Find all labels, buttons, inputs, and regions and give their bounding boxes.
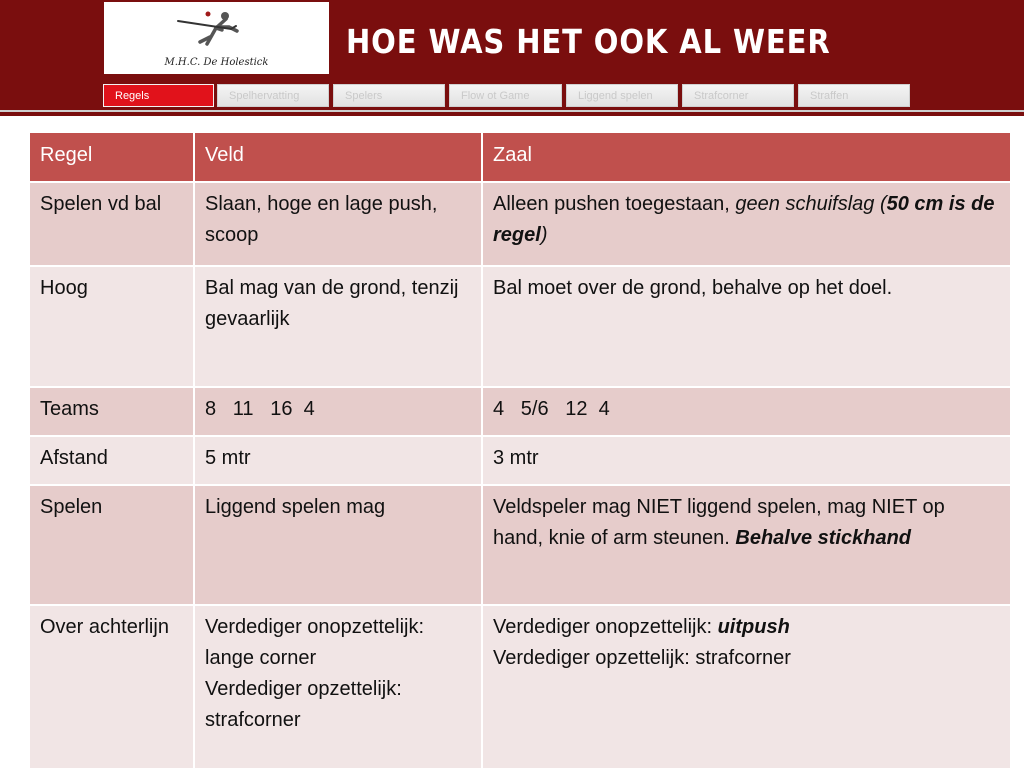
column-header-veld: Veld: [194, 132, 482, 182]
cell-regel: Hoog: [29, 266, 194, 387]
cell-regel: Teams: [29, 387, 194, 436]
table-header-row: [29, 132, 1011, 182]
cell-text-bold-italic: uitpush: [717, 616, 790, 638]
cell-veld: Bal mag van de grond, tenzij gevaarlijk: [194, 266, 482, 387]
cell-text-bold-italic: 50 cm is de regel: [493, 193, 995, 246]
cell-regel: Spelen: [29, 485, 194, 605]
header-bar: [0, 0, 1024, 116]
tab-spelers[interactable]: Spelers: [333, 84, 445, 107]
tab-straffen[interactable]: Straffen: [798, 84, 910, 107]
rules-table: [28, 131, 1012, 770]
club-logo: [104, 2, 329, 74]
cell-zaal: [482, 485, 1011, 605]
tab-spelhervatting[interactable]: Spelhervatting: [217, 84, 329, 107]
cell-veld: [194, 605, 482, 769]
cell-line: Verdediger onopzettelijk: lange corner: [205, 616, 425, 669]
cell-zaal: [482, 605, 1011, 769]
cell-veld: Liggend spelen mag: [194, 485, 482, 605]
rules-table-container: [28, 131, 1010, 770]
column-header-zaal: Zaal: [482, 132, 1011, 182]
cell-text-italic: geen schuifslag (: [735, 193, 887, 215]
tab-strafcorner[interactable]: Strafcorner: [682, 84, 794, 107]
cell-zaal: 4 5/6 12 4: [482, 387, 1011, 436]
tab-flow-of-game[interactable]: Flow ot Game: [449, 84, 562, 107]
table-row: [29, 387, 1011, 436]
cell-text: Alleen pushen toegestaan,: [493, 193, 736, 215]
cell-line: Verdediger opzettelijk: strafcorner: [205, 678, 402, 731]
cell-text: Veldspeler mag NIET liggend spelen, mag NIET op hand, knie of arm steunen.: [493, 496, 945, 549]
cell-zaal: Bal moet over de grond, behalve op het doel.: [482, 266, 1011, 387]
cell-line: Verdediger opzettelijk: strafcorner: [493, 647, 791, 669]
logo-text: M.H.C. De Holestick: [164, 57, 269, 68]
cell-regel: Over achterlijn: [29, 605, 194, 769]
page-title: HOE WAS HET OOK AL WEER: [346, 22, 831, 61]
table-row: [29, 605, 1011, 769]
cell-text-italic: ): [540, 224, 548, 246]
table-row: [29, 266, 1011, 387]
nav-tabs: [0, 84, 1024, 107]
table-row: [29, 436, 1011, 485]
cell-veld: 8 11 16 4: [194, 387, 482, 436]
cell-text-bold-italic: Behalve stickhand: [735, 527, 911, 549]
cell-text: Verdediger onopzettelijk:: [493, 616, 718, 638]
cell-regel: Spelen vd bal: [29, 182, 194, 266]
column-header-regel: Regel: [29, 132, 194, 182]
tab-liggend-spelen[interactable]: Liggend spelen: [566, 84, 678, 107]
cell-veld: Slaan, hoge en lage push, scoop: [194, 182, 482, 266]
cell-zaal: [482, 182, 1011, 266]
table-row: [29, 182, 1011, 266]
cell-regel: Afstand: [29, 436, 194, 485]
table-row: [29, 485, 1011, 605]
cell-zaal: 3 mtr: [482, 436, 1011, 485]
tab-regels[interactable]: Regels: [103, 84, 214, 107]
cell-veld: 5 mtr: [194, 436, 482, 485]
